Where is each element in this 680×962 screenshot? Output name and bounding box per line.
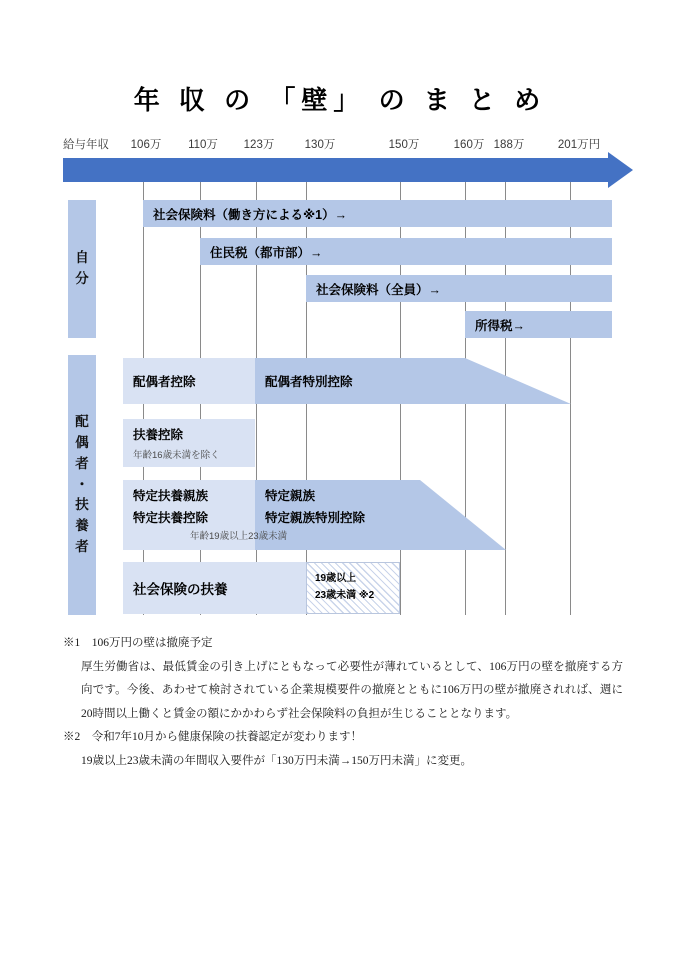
bar-resident-tax: 住民税（都市部）→ [200,238,612,265]
bar-income-tax: 所得税→ [465,311,612,338]
section-label-spouse-char-3: ・ [75,476,89,492]
bar-social-insurance-dependency-age-range [306,562,400,614]
taper-specific-relative-deduction [420,480,506,550]
income-axis-arrow-bar [63,158,612,182]
axis-origin-label: 給与年収 [63,139,109,151]
taper-spouse-special-deduction [465,358,571,404]
footnote-2-title: 令和7年10月から健康保険の扶養認定が変わります！ [91,731,362,744]
bar-specific-dependent-line1: 特定扶養親族 [133,489,209,503]
hatched-line2: 23歳未満 ※2 [315,590,375,601]
section-label-spouse-char-2: 者 [75,455,89,471]
section-label-spouse-char-1: 偶 [75,434,89,450]
bar-social-insurance-dependency: 社会保険の扶養 [123,562,306,614]
bar-spouse-special-deduction: 配偶者特別控除 [255,358,465,404]
bar-specific-dependent-age-note: 年齢19歳以上23歳未満 [190,531,288,542]
footnote-1-head [63,632,623,656]
axis-tick-label-130: 130万 [304,139,336,151]
bar-specific-dependent-line2: 特定扶養控除 [133,510,209,525]
footnote-1-marker: ※1 [63,637,81,649]
axis-tick-label-150: 150万 [388,139,420,151]
section-label-self [68,200,96,338]
footnotes [63,632,623,773]
bar-spouse-deduction: 配偶者控除 [123,358,255,404]
footnote-2-head [63,726,623,750]
bar-dependent-deduction-label: 扶養控除 [133,428,184,442]
axis-tick-label-123: 123万 [243,139,275,151]
axis-tick-label-106: 106万 [130,139,162,151]
income-axis-arrow-head [608,152,633,188]
section-label-self-char-1: 分 [75,271,89,286]
section-label-spouse-char-6: 者 [75,539,89,555]
bar-dependent-deduction [123,419,255,467]
section-label-spouse-char-4: 扶 [75,497,89,513]
axis-tick-label-160: 160万 [453,139,485,151]
bar-social-insurance-all: 社会保険料（全員）→ [306,275,612,302]
section-label-self-char-0: 自 [75,250,89,266]
page-title: 年 収 の 「壁」 の ま と め [133,85,547,115]
bar-dependent-deduction-note: 年齢16歳未満を除く [133,450,220,461]
bar-specific-relative-line2: 特定親族特別控除 [265,510,366,525]
footnote-1-title: 106万円の壁は撤廃予定 [91,637,213,649]
axis-tick-label-201: 201万円 [557,139,601,151]
bar-social-insurance-conditional: 社会保険料（働き方による※1）→ [143,200,612,227]
footnote-2-body: 19歳以上23歳未満の年間収入要件が「130万円未満→150万円未満」に変更。 [81,754,472,767]
section-label-spouse-char-5: 養 [75,518,89,534]
axis-tick-label-188: 188万 [493,139,525,151]
section-label-spouse-dependent [68,355,96,615]
section-label-spouse-char-0: 配 [75,413,89,429]
axis-tick-label-110: 110万 [188,139,218,151]
footnote-1-body: 厚生労働省は、最低賃金の引き上げにともなって必要性が薄れているとして、106万円の壁を撤廃する方向です。今後、あわせて検討されている企業規模要件の撤廃とともに106万円の壁が撤廃されれば、週に20時間以上働くと賃金の額にかかわらず社会保険料の負担が生じることとなります。 [81,660,623,720]
footnote-2-marker: ※2 [63,731,81,744]
hatched-line1: 19歳以上 [315,573,357,584]
bar-specific-relative-line1: 特定親族 [265,489,316,503]
